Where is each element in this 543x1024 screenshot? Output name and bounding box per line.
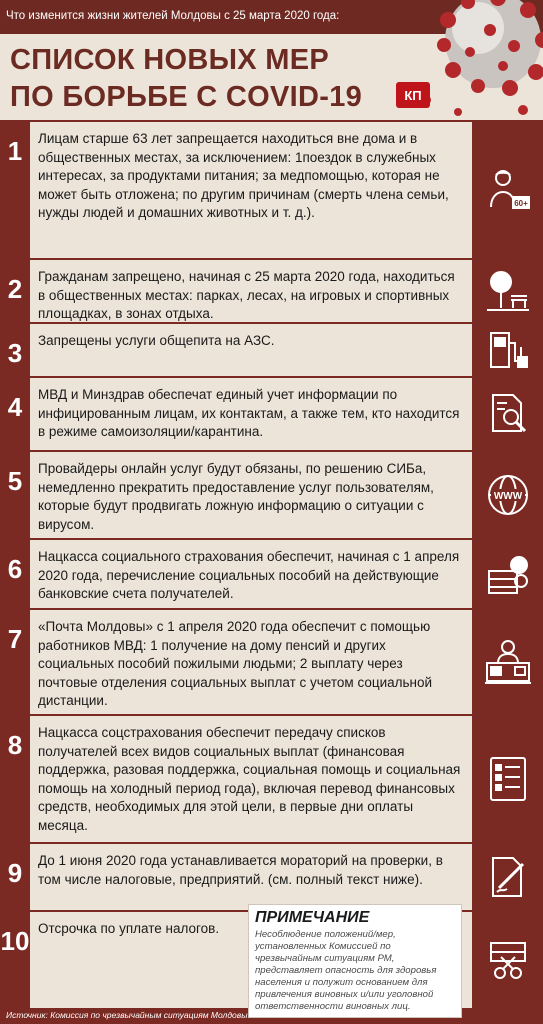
note-title: ПРИМЕЧАНИЕ (255, 909, 370, 926)
item-number: 7 (7, 624, 23, 654)
www-globe-icon (485, 472, 531, 518)
svg-text:КП: КП (404, 88, 422, 103)
source-caption: Источник: Комиссия по чрезвычайным ситуациям Молдовы (6, 1010, 248, 1020)
page-title-line-2: ПО БОРЬБЕ С COVID-19 (10, 81, 363, 113)
list-item (0, 260, 543, 322)
item-text: «Почта Молдовы» с 1 апреля 2020 года обеспечит с помощью работников МВД: 1 получение на дому пенсий и других социальных пособий пожилыми людьми; 2 выплату через почтовые отделения социальных выплат с учетом социальной дистанции. (30, 610, 472, 714)
item-text: Нацкасса социального страхования обеспечит, начиная с 1 апреля 2020 года, перечисление социальных пособий на действующие банковские счета получателей. (30, 540, 472, 608)
post-office-icon (483, 637, 533, 687)
item-number: 1 (7, 136, 23, 166)
note-box (248, 904, 462, 1018)
list-item (0, 610, 543, 714)
elderly-person-icon (485, 167, 531, 213)
item-text: Нацкасса соцстрахования обеспечит передачу списков получателей всех видов социальных выплат (финансовая поддержка, разовая поддержка, социальная помощь и социальная помощь на холодный период года), включая перевод финансовых средств, необходимых для этой цели, в первые дни оплаты месяца. (30, 716, 472, 842)
header-subtitle: Что изменится жизни жителей Молдовы с 25 марта 2020 года: (6, 10, 340, 22)
list-item (0, 452, 543, 538)
checklist-icon (485, 754, 531, 804)
note-body: Несоблюдение положений/мер, установленных Комиссией по чрезвычайным ситуациям РМ, представляет опасность для здоровья населения и полужит основанием для привлечения виновных и/или уголовной ответственности виновных лиц. (255, 929, 437, 1012)
header (0, 0, 543, 120)
item-number: 4 (7, 392, 23, 422)
item-text: Гражданам запрещено, начиная с 25 марта 2020 года, находиться в общественных местах: парках, лесах, на игровых и спортивных площадках, в зонах отдыха. (30, 260, 472, 322)
list-item (0, 716, 543, 842)
svg-text:60+: 60+ (513, 199, 528, 208)
park-icon (485, 268, 531, 314)
item-number: 5 (7, 466, 23, 496)
item-number: 9 (7, 858, 23, 888)
document-search-icon (485, 391, 531, 437)
list-item (0, 324, 543, 376)
item-number: 10 (0, 926, 30, 956)
cut-bill-icon (485, 937, 531, 983)
item-text: МВД и Минздрав обеспечат единый учет информации по инфицированным лицам, их контактам, а также тем, кто находится в режиме самоизоляции/карантина. (30, 378, 472, 450)
money-stack-icon (485, 551, 531, 597)
gas-station-icon (485, 327, 531, 373)
kp-logo (396, 82, 430, 108)
list-item (0, 844, 543, 910)
item-text: Лицам старше 63 лет запрещается находиться вне дома и в общественных местах, за исключением: 1поездок в служебных интересах, за продуктами питания; за медпомощью, которая не может быть отложена; по другим причинам (смерть члена семьи, нужды людей и домашних животных и т. д.). (30, 122, 472, 258)
item-number: 3 (7, 338, 23, 368)
item-text: Запрещены услуги общепита на АЗС. (30, 324, 472, 376)
signed-document-icon (485, 854, 531, 900)
list-item (0, 122, 543, 258)
footer (0, 1008, 543, 1024)
page-title (10, 42, 362, 116)
item-text: До 1 июня 2020 года устанавливается мораторий на проверки, в том числе налоговые, предприятий. (см. полный текст ниже). (30, 844, 472, 910)
item-number: 6 (7, 554, 23, 584)
svg-text:WWW: WWW (493, 491, 522, 502)
list-item (0, 540, 543, 608)
item-text: Отсрочка по уплате налогов. (30, 912, 472, 1008)
list-item (0, 378, 543, 450)
item-text: Провайдеры онлайн услуг будут обязаны, по решению СИБа, немедленно прекратить предоставление услуг пользователям, которые будут продвигать ложную информацию о ситуации с вирусом. (30, 452, 472, 538)
item-number: 2 (7, 274, 23, 304)
item-number: 8 (7, 730, 23, 760)
page-title-line-1: СПИСОК НОВЫХ МЕР (10, 44, 330, 76)
